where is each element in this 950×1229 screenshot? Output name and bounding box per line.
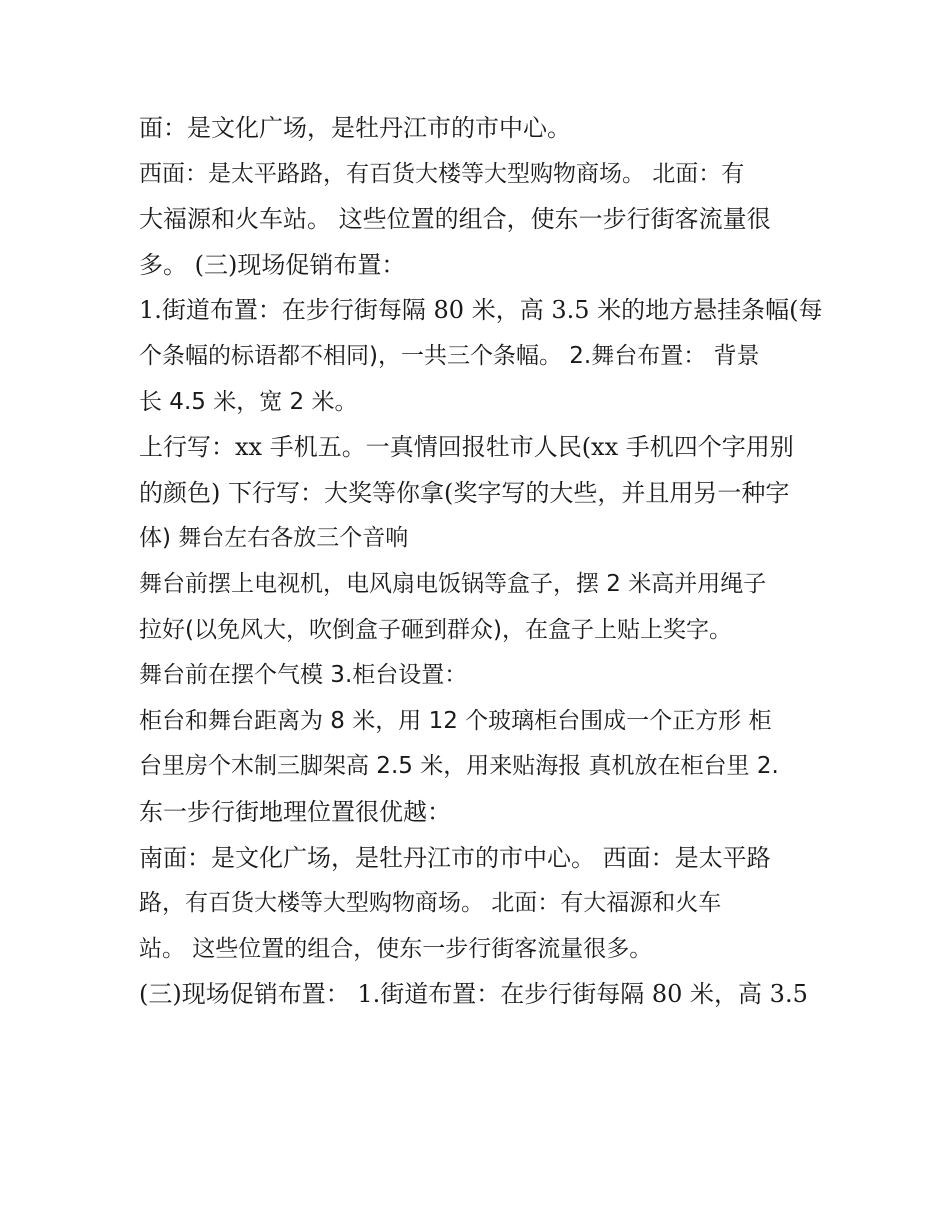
- text-line: 东一步行街地理位置很优越：: [139, 797, 451, 826]
- text-line: 多。 (三)现场促销布置：: [139, 250, 406, 279]
- text-line: 舞台前摆上电视机，电风扇电饭锅等盒子，摆 2 米高并用绳子: [139, 570, 767, 597]
- text-line: 拉好(以免风大，吹倒盒子砸到群众)，在盒子上贴上奖字。: [139, 616, 732, 643]
- text-line: 体) 舞台左右各放三个音响: [139, 525, 409, 552]
- text-line: 南面：是文化广场，是牡丹江市的市中心。 西面：是太平路: [139, 843, 771, 872]
- text-line: 长 4.5 米，宽 2 米。: [139, 388, 358, 415]
- text-line: 站。 这些位置的组合，使东一步行街客流量很多。: [139, 935, 653, 962]
- text-line: 面：是文化广场，是牡丹江市的市中心。: [139, 114, 571, 142]
- text-line: 大福源和火车站。 这些位置的组合，使东一步行街客流量很: [139, 205, 771, 234]
- text-line: 西面：是太平路路，有百货大楼等大型购物商场。 北面：有: [139, 160, 745, 187]
- text-line: 舞台前在摆个气模 3.柜台设置：: [139, 662, 468, 689]
- text-line: 的颜色) 下行写：大奖等你拿(奖字写的大些，并且用另一种字: [139, 478, 790, 507]
- text-line: 上行写：xx 手机五。一真情回报牡市人民(xx 手机四个字用别: [139, 433, 794, 462]
- text-line: 路，有百货大楼等大型购物商场。 北面：有大福源和火车: [139, 890, 722, 917]
- text-line: (三)现场促销布置： 1.街道布置：在步行街每隔 80 米，高 3.5: [139, 980, 808, 1009]
- text-line: 柜台和舞台距离为 8 米，用 12 个玻璃柜台围成一个正方形 柜: [139, 707, 772, 734]
- text-line: 台里房个木制三脚架高 2.5 米，用来贴海报 真机放在柜台里 2.: [139, 753, 779, 780]
- text-line: 个条幅的标语都不相同)，一共三个条幅。 2.舞台布置： 背景: [139, 342, 760, 369]
- text-line: 1.街道布置：在步行街每隔 80 米，高 3.5 米的地方悬挂条幅(每: [139, 296, 823, 325]
- document-body: [139, 106, 823, 1018]
